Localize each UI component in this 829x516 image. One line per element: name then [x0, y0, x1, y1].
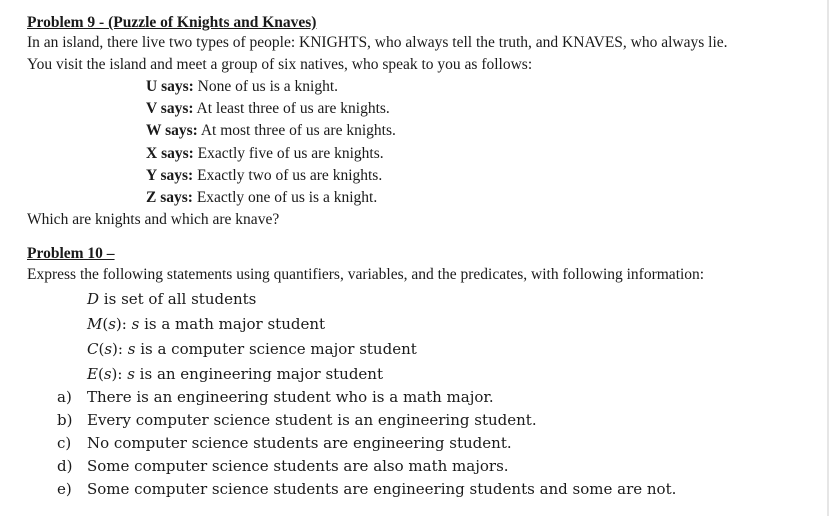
definition-text: is a computer science major student: [135, 340, 417, 358]
list-item-text: Some computer science students are engineering students and some are not.: [87, 480, 677, 498]
statement-z: [146, 188, 377, 208]
speaker-label: Z says:: [146, 189, 193, 206]
list-letter: e): [57, 480, 72, 498]
definition-arg: s: [108, 315, 116, 333]
list-item-e: [57, 479, 676, 499]
statement-x: [146, 144, 384, 164]
statement-text: Exactly one of us is a knight.: [192, 189, 378, 206]
statement-v: [146, 99, 390, 119]
definition-arg: s: [131, 315, 140, 333]
definition-arg: s: [104, 340, 113, 358]
list-item-a: [57, 387, 494, 407]
speaker-label: X says:: [146, 145, 194, 162]
definition-symbol: D: [87, 290, 100, 308]
speaker-label: V says:: [146, 100, 194, 117]
problem-10-intro: Express the following statements using quantifiers, variables, and the predicates, with following information:: [27, 266, 705, 283]
list-item-text: No computer science students are engineering student.: [87, 434, 512, 452]
definition-e: E(s): s is an engineering major student: [87, 365, 383, 383]
definition-arg: s: [103, 365, 112, 383]
list-item-text: There is an engineering student who is a math major.: [87, 388, 494, 406]
problem-9-title: Problem 9 - (Puzzle of Knights and Knaves): [27, 14, 317, 31]
definition-text: is set of all students: [99, 290, 257, 308]
statement-text: At most three of us are knights.: [197, 122, 396, 139]
statement-w: [146, 121, 396, 141]
definition-arg: s: [127, 340, 136, 358]
list-item-c: [57, 433, 512, 453]
definition-arg: s: [127, 365, 135, 383]
statement-y: [146, 166, 382, 186]
problem-9-intro-2: You visit the island and meet a group of six natives, who speak to you as follows:: [27, 56, 533, 73]
list-letter: a): [57, 388, 72, 406]
problem-10-title: Problem 10 –: [27, 245, 115, 262]
list-item-text: Some computer science students are also math majors.: [87, 457, 509, 475]
list-letter: c): [57, 434, 72, 452]
definition-symbol: E: [87, 365, 98, 383]
speaker-label: W says:: [146, 122, 198, 139]
definition-d: [87, 289, 256, 309]
problem-9-intro-1: In an island, there live two types of people: KNIGHTS, who always tell the truth, and KNAVES, who always lie.: [27, 34, 728, 51]
list-letter: b): [57, 411, 73, 429]
list-item-b: [57, 410, 537, 430]
definition-m: M(s): s is a math major student: [87, 315, 326, 333]
statement-text: None of us is a knight.: [193, 78, 339, 95]
list-letter: d): [57, 457, 73, 475]
list-item-text: Every computer science student is an engineering student.: [87, 411, 537, 429]
statement-text: At least three of us are knights.: [193, 100, 390, 117]
list-item-d: [57, 456, 509, 476]
statement-text: Exactly two of us are knights.: [193, 167, 383, 184]
definition-text: is an engineering major student: [134, 365, 383, 383]
speaker-label: U says:: [146, 78, 194, 95]
definition-text: is a math major student: [139, 315, 326, 333]
statement-text: Exactly five of us are knights.: [193, 145, 384, 162]
problem-9-question: Which are knights and which are knave?: [27, 211, 280, 228]
statement-u: [146, 77, 338, 97]
speaker-label: Y says:: [146, 167, 194, 184]
definition-symbol: M: [87, 315, 103, 333]
definition-c: C(s): s is a computer science major student: [87, 340, 417, 358]
definition-symbol: C: [87, 340, 99, 358]
